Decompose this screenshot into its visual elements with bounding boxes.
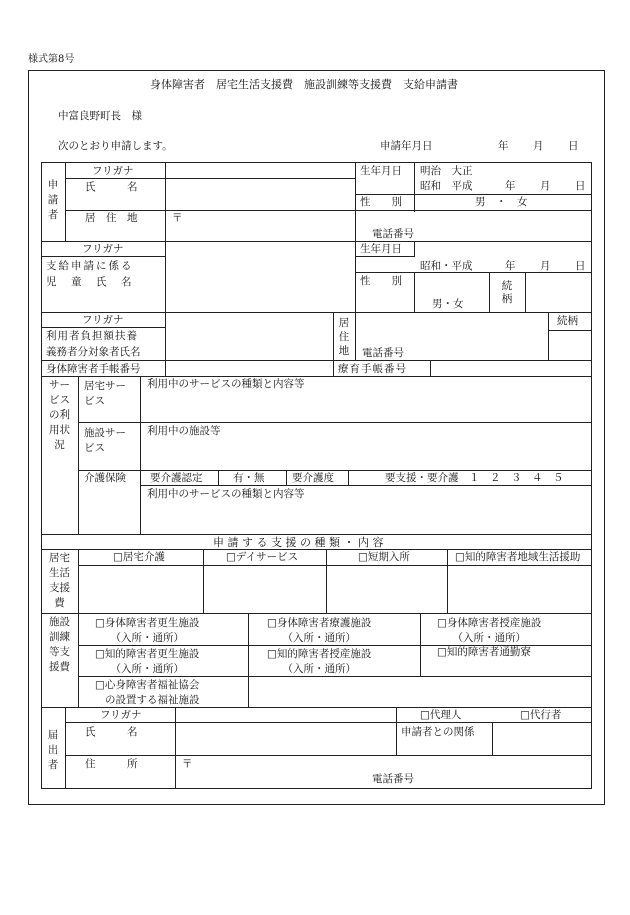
child-label-line2: 児 童 氏 名 xyxy=(46,276,134,288)
table-rule xyxy=(414,272,415,312)
home-item-short: □短期入所 xyxy=(358,551,410,563)
child-birth-label: 生年月日 xyxy=(360,243,402,255)
obligor-label-line2: 義務者分対象者氏名 xyxy=(46,346,141,358)
table-rule xyxy=(41,327,165,328)
facility-item-1: □身体障害者更生施設 （入所・通所） xyxy=(95,617,200,644)
home-service-desc: 利用中のサービスの種類と内容等 xyxy=(147,378,305,390)
facility-item-4: □知的障害者更生施設 （入所・通所） xyxy=(95,648,200,675)
table-rule xyxy=(348,470,349,485)
form-title: 身体障害者 居宅生活支援費 施設訓練等支援費 支給申請書 xyxy=(150,78,458,91)
care-level-options: 要支援・要介護 １ ２ ３ ４ ５ xyxy=(385,472,564,484)
table-rule xyxy=(355,162,356,312)
care-level-label: 要介護度 xyxy=(292,472,334,484)
facility-service-label: 施設サー ビス xyxy=(84,427,126,454)
obligor-phone-label: 電話番号 xyxy=(362,347,404,359)
home-item-group: □知的障害者地域生活援助 xyxy=(455,551,581,563)
table-rule xyxy=(65,210,355,211)
table-rule xyxy=(78,376,79,534)
apply-date-year: 年 xyxy=(498,140,509,152)
facility-service-desc: 利用中の施設等 xyxy=(147,425,221,437)
physical-handbook-label: 身体障害者手帳番号 xyxy=(46,363,141,375)
applicant-birth-day: 日 xyxy=(575,180,586,192)
table-rule xyxy=(41,613,592,614)
care-yesno: 有・無 xyxy=(233,472,265,484)
table-rule xyxy=(414,162,415,212)
table-rule xyxy=(355,312,356,360)
apply-date-day: 日 xyxy=(568,140,579,152)
applicant-name-label: 氏 名 xyxy=(85,181,138,193)
table-rule xyxy=(41,360,592,361)
form-number: 様式第8号 xyxy=(28,54,75,65)
table-rule xyxy=(140,376,141,534)
table-rule xyxy=(175,707,176,789)
home-service-label: 居宅サー ビス xyxy=(84,380,126,407)
table-rule xyxy=(525,272,526,312)
table-rule xyxy=(41,534,592,535)
child-birth-month: 月 xyxy=(540,260,551,272)
child-label-line1: 支給申請に係る xyxy=(46,260,134,272)
table-rule xyxy=(41,241,592,242)
applicant-birth-label: 生年月日 xyxy=(360,165,402,177)
table-rule xyxy=(333,360,334,376)
table-rule xyxy=(140,485,592,486)
facility-item-2: □身体障害者療護施設 （入所・通所） xyxy=(267,617,372,644)
facility-item-6: □知的障害者通勤寮 xyxy=(437,646,531,658)
table-rule xyxy=(355,256,415,257)
child-furigana-label: フリガナ xyxy=(82,243,124,255)
filer-phone-label: 電話番号 xyxy=(372,773,414,785)
applicant-furigana-label: フリガナ xyxy=(92,165,134,177)
filer-proxy-checkbox[interactable]: □代行者 xyxy=(520,709,562,721)
filer-furigana-label: フリガナ xyxy=(100,709,142,721)
table-rule xyxy=(65,722,592,723)
care-service-desc: 利用中のサービスの種類と内容等 xyxy=(147,488,305,500)
table-rule xyxy=(165,241,166,312)
applicant-postal-mark: 〒 xyxy=(172,212,183,224)
table-rule xyxy=(41,549,592,550)
facility-support-side-label: 施設 訓練 等支 援費 xyxy=(49,616,70,673)
table-rule xyxy=(165,162,166,241)
table-rule xyxy=(248,613,249,707)
table-rule xyxy=(65,178,355,179)
home-item-care: □居宅介護 xyxy=(113,551,165,563)
table-rule xyxy=(430,360,431,376)
intro-text: 次のとおり申請します。 xyxy=(58,140,173,152)
apply-date-label: 申請年月日 xyxy=(380,140,433,152)
applicant-birth-month: 月 xyxy=(540,180,551,192)
table-rule xyxy=(78,470,592,471)
table-rule xyxy=(355,194,591,195)
facility-item-3: □身体障害者授産施設 （入所・通所） xyxy=(437,617,542,644)
table-rule xyxy=(65,162,66,241)
rehab-handbook-label: 療育手帳番号 xyxy=(338,363,407,375)
table-rule xyxy=(165,312,166,360)
table-rule xyxy=(41,256,165,257)
table-rule xyxy=(78,565,592,566)
table-rule xyxy=(41,376,592,377)
table-rule xyxy=(286,470,287,485)
facility-item-7: □心身障害者福祉協会 の設置する福祉施設 xyxy=(95,679,200,706)
filer-postal-mark: 〒 xyxy=(182,758,193,770)
table-rule xyxy=(78,549,79,707)
child-birth-year: 年 xyxy=(505,260,516,272)
home-item-day: □デイサービス xyxy=(226,551,299,563)
applicant-era1: 明治 大正 xyxy=(420,165,473,177)
applicant-era2: 昭和 平成 xyxy=(420,180,473,192)
obligor-relation-label: 続柄 xyxy=(557,315,578,327)
table-rule xyxy=(218,470,219,485)
table-rule xyxy=(548,330,592,331)
table-rule xyxy=(447,549,448,613)
support-header: 申 請 す る 支 援 の 種 類 ・ 内 容 xyxy=(213,536,384,549)
table-rule xyxy=(548,312,549,360)
usage-side-label: サー ビス の利 用状 況 xyxy=(49,379,70,451)
applicant-sex-label: 性 別 xyxy=(360,196,402,208)
care-insurance-label: 介護保険 xyxy=(84,472,126,484)
table-rule xyxy=(65,755,592,756)
facility-item-5: □知的障害者授産施設 （入所・通所） xyxy=(267,648,372,675)
table-rule xyxy=(78,422,592,423)
filer-side-label: 届 出 者 xyxy=(47,729,59,771)
table-rule xyxy=(41,312,592,313)
table-rule xyxy=(326,549,327,613)
table-rule xyxy=(492,722,493,755)
filer-relation-label: 申請者との関係 xyxy=(401,726,475,738)
care-cert-label: 要介護認定 xyxy=(150,472,203,484)
child-relation-label: 続 柄 xyxy=(501,280,513,305)
table-rule xyxy=(396,707,397,755)
applicant-sex-options: 男 ・ 女 xyxy=(475,196,528,208)
filer-agent-checkbox[interactable]: □代理人 xyxy=(420,709,462,721)
table-rule xyxy=(355,210,591,211)
table-rule xyxy=(65,707,66,789)
obligor-residence-label: 居 住 地 xyxy=(338,317,350,357)
obligor-label-line1: 利用者負担額扶養 xyxy=(46,330,138,342)
home-support-side-label: 居宅 生活 支援 費 xyxy=(49,552,70,609)
child-birth-day: 日 xyxy=(575,260,586,272)
table-rule xyxy=(165,360,166,376)
filer-name-label: 氏 名 xyxy=(85,726,138,738)
table-rule xyxy=(203,549,204,613)
child-sex-label: 性 別 xyxy=(360,275,402,287)
table-rule xyxy=(414,241,415,256)
child-era: 昭和・平成 xyxy=(420,260,473,272)
table-rule xyxy=(591,162,592,789)
applicant-side-label: 申 請 者 xyxy=(47,179,59,221)
filer-address-label: 住 所 xyxy=(85,758,138,770)
applicant-birth-year: 年 xyxy=(505,180,516,192)
applicant-address-label: 居 住 地 xyxy=(85,212,138,224)
apply-date-month: 月 xyxy=(533,140,544,152)
obligor-furigana-label: フリガナ xyxy=(82,314,124,326)
addressee: 中富良野町長 様 xyxy=(58,110,142,122)
child-sex-options: 男・女 xyxy=(432,298,464,310)
table-rule xyxy=(355,272,591,273)
table-rule xyxy=(41,162,592,163)
applicant-phone-label: 電話番号 xyxy=(372,228,414,240)
table-rule xyxy=(41,788,592,789)
